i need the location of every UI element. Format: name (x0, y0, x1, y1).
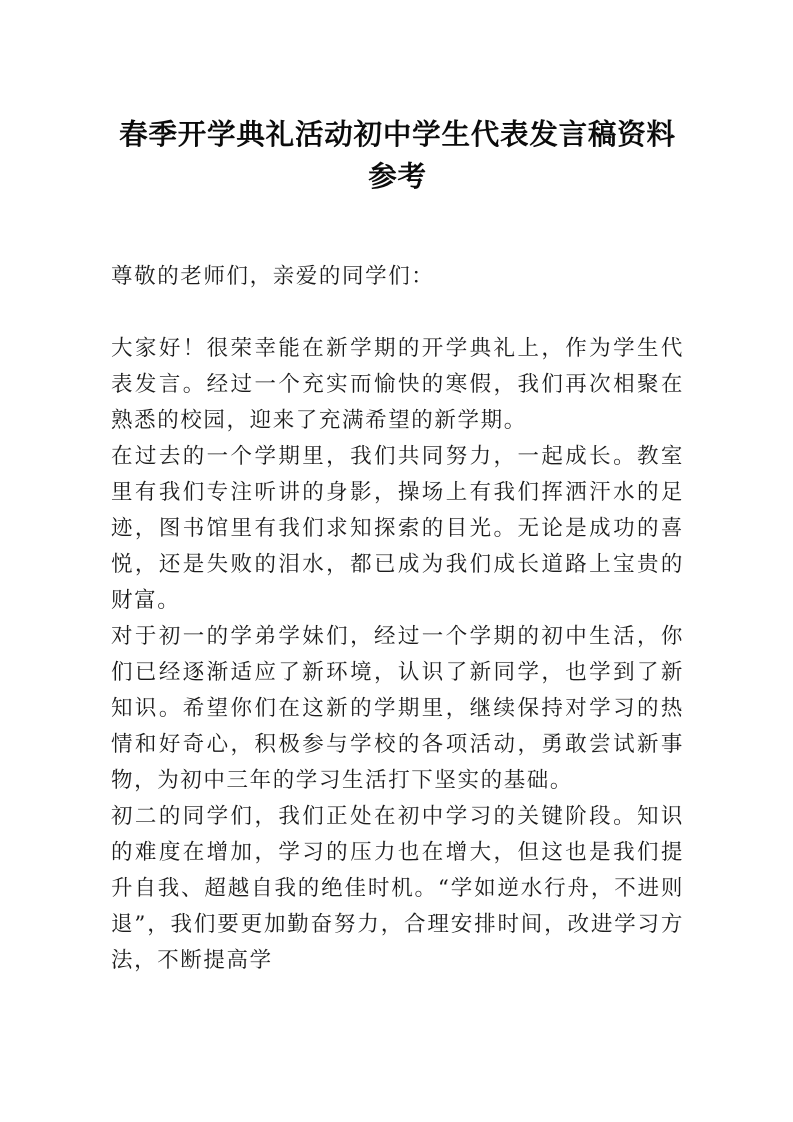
body-paragraph-2: 在过去的一个学期里，我们共同努力，一起成长。教室里有我们专注听讲的身影，操场上有我们挥洒汗水的足迹，图书馆里有我们求知探索的目光。无论是成功的喜悦，还是失败的泪水，都已成为我们成长道路上宝贵的财富。 (111, 444, 684, 613)
salutation-line: 尊敬的老师们，亲爱的同学们： (111, 264, 435, 289)
document-body (111, 259, 684, 979)
page-title: 春季开学典礼活动初中学生代表发言稿资料参考 (119, 117, 676, 193)
blank-line-spacer (111, 295, 684, 331)
document-content (111, 113, 684, 979)
body-paragraph-4: 初二的同学们，我们正处在初中学习的关键阶段。知识的难度在增加，学习的压力也在增大，但这也是我们提升自我、超越自我的绝佳时机。“学如逆水行舟，不进则退”，我们要更加勤奋努力，合理安排时间，改进学习方法，不断提高学 (111, 804, 684, 973)
body-paragraph-1: 大家好！很荣幸能在新学期的开学典礼上，作为学生代表发言。经过一个充实而愉快的寒假，我们再次相聚在熟悉的校园，迎来了充满希望的新学期。 (111, 336, 684, 433)
body-paragraph-3: 对于初一的学弟学妹们，经过一个学期的初中生活，你们已经逐渐适应了新环境，认识了新同学，也学到了新知识。希望你们在这新的学期里，继续保持对学习的热情和好奇心，积极参与学校的各项活动，勇敢尝试新事物，为初中三年的学习生活打下坚实的基础。 (111, 624, 684, 793)
